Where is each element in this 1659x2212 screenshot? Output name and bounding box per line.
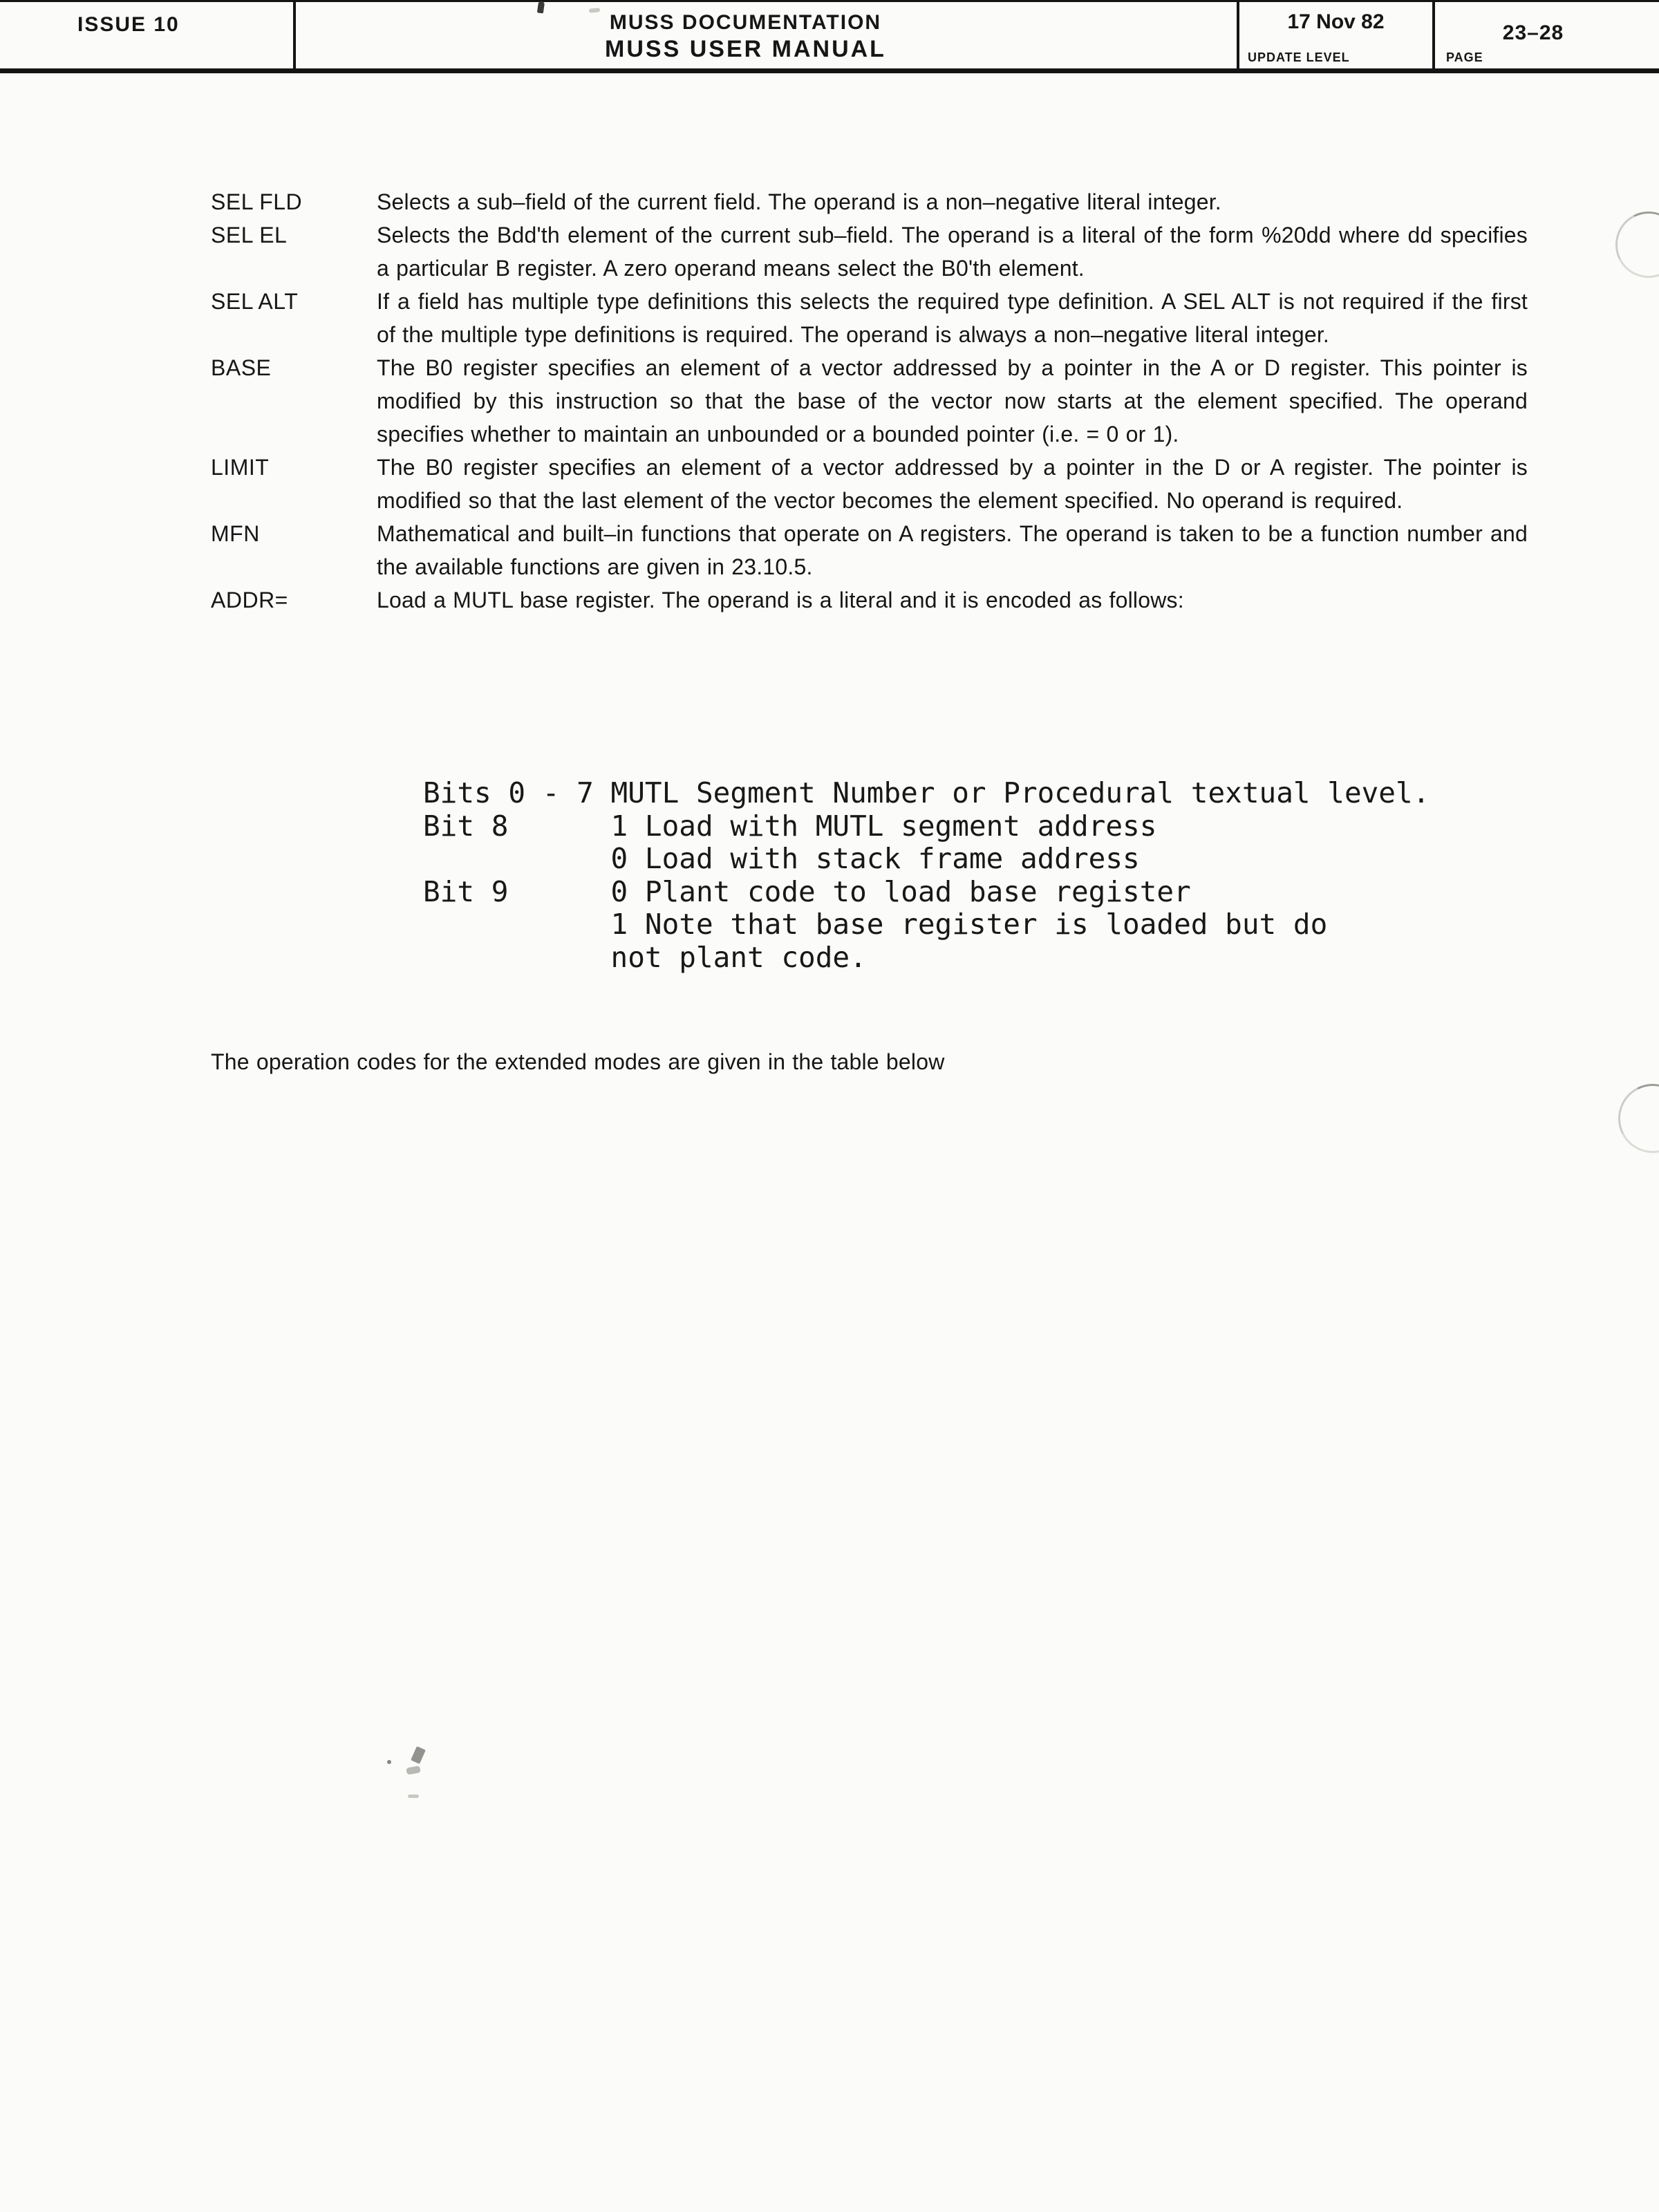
definition-description: Selects a sub–field of the current field. The operand is a non–negative literal integer.	[377, 189, 1221, 214]
definition-description: The B0 register specifies an element of a vector addressed by a pointer in the D or A register. The pointer is modified so that the last element of the vector becomes the element specified. No operand is required.	[377, 455, 1528, 513]
scan-artifact-circle-2	[1609, 1075, 1659, 1162]
definition-term: ADDR=	[211, 588, 288, 612]
definition-description: If a field has multiple type definitions this selects the required type definition. A SEL ALT is not required if the first of the multiple type definitions is required. The operand is always a non–negative literal integer.	[377, 289, 1528, 347]
issue-label: ISSUE 10	[77, 13, 180, 36]
code-line: Bit 9 0 Plant code to load base register	[423, 874, 1191, 908]
definition-term: BASE	[211, 355, 272, 380]
scan-artifact-circle-1	[1607, 203, 1659, 287]
definition-row	[211, 583, 1528, 617]
code-block	[423, 777, 1430, 974]
scan-artifact-speck	[408, 1794, 419, 1798]
code-line: 1 Note that base register is loaded but do	[423, 908, 1328, 941]
code-line: 0 Load with stack frame address	[423, 842, 1140, 875]
code-line: Bit 8 1 Load with MUTL segment address	[423, 809, 1157, 843]
page-label: PAGE	[1446, 50, 1483, 64]
document-title-block	[293, 10, 1237, 63]
scan-artifact-speck	[411, 1746, 426, 1764]
definition-row	[211, 517, 1528, 583]
definition-row	[211, 451, 1528, 517]
code-line: not plant code.	[423, 940, 867, 974]
definition-list	[211, 185, 1528, 617]
definition-description: Mathematical and built–in functions that operate on A registers. The operand is taken to be a function number and the available functions are given in 23.10.5.	[377, 521, 1528, 579]
definition-description: The B0 register specifies an element of a vector addressed by a pointer in the A or D register. This pointer is modified by this instruction so that the base of the vector now starts at the element specified. The operand specifies whether to maintain an unbounded or a bounded pointer (i.e. = 0 or 1).	[377, 355, 1528, 447]
scan-artifact-speck	[406, 1765, 420, 1774]
definition-term: SEL ALT	[211, 289, 299, 314]
definition-term: SEL FLD	[211, 189, 303, 214]
document-title-line1: MUSS DOCUMENTATION	[609, 11, 882, 34]
definition-description: Selects the Bdd'th element of the current sub–field. The operand is a literal of the form %20dd where dd specifies a particular B register. A zero operand means select the B0'th element.	[377, 223, 1528, 281]
definition-row	[211, 185, 1528, 218]
page-header	[0, 0, 1659, 73]
definition-row	[211, 285, 1528, 351]
definition-term: LIMIT	[211, 455, 270, 480]
code-line: Bits 0 - 7 MUTL Segment Number or Procedural textual level.	[423, 776, 1430, 809]
definition-term: MFN	[211, 521, 260, 546]
scan-artifact-speck	[387, 1760, 391, 1764]
update-level-label: UPDATE LEVEL	[1248, 50, 1350, 64]
definition-row	[211, 218, 1528, 285]
document-title-line2: MUSS USER MANUAL	[605, 36, 886, 62]
page-number-cell	[1435, 2, 1659, 71]
definition-description: Load a MUTL base register. The operand is a literal and it is encoded as follows:	[377, 588, 1184, 612]
definition-term: SEL EL	[211, 223, 288, 247]
page-number: 23–28	[1502, 21, 1564, 44]
definition-row	[211, 351, 1528, 451]
update-level-cell	[1239, 2, 1432, 71]
update-date: 17 Nov 82	[1287, 10, 1385, 33]
footer-note: The operation codes for the extended modes are given in the table below	[211, 1049, 945, 1074]
